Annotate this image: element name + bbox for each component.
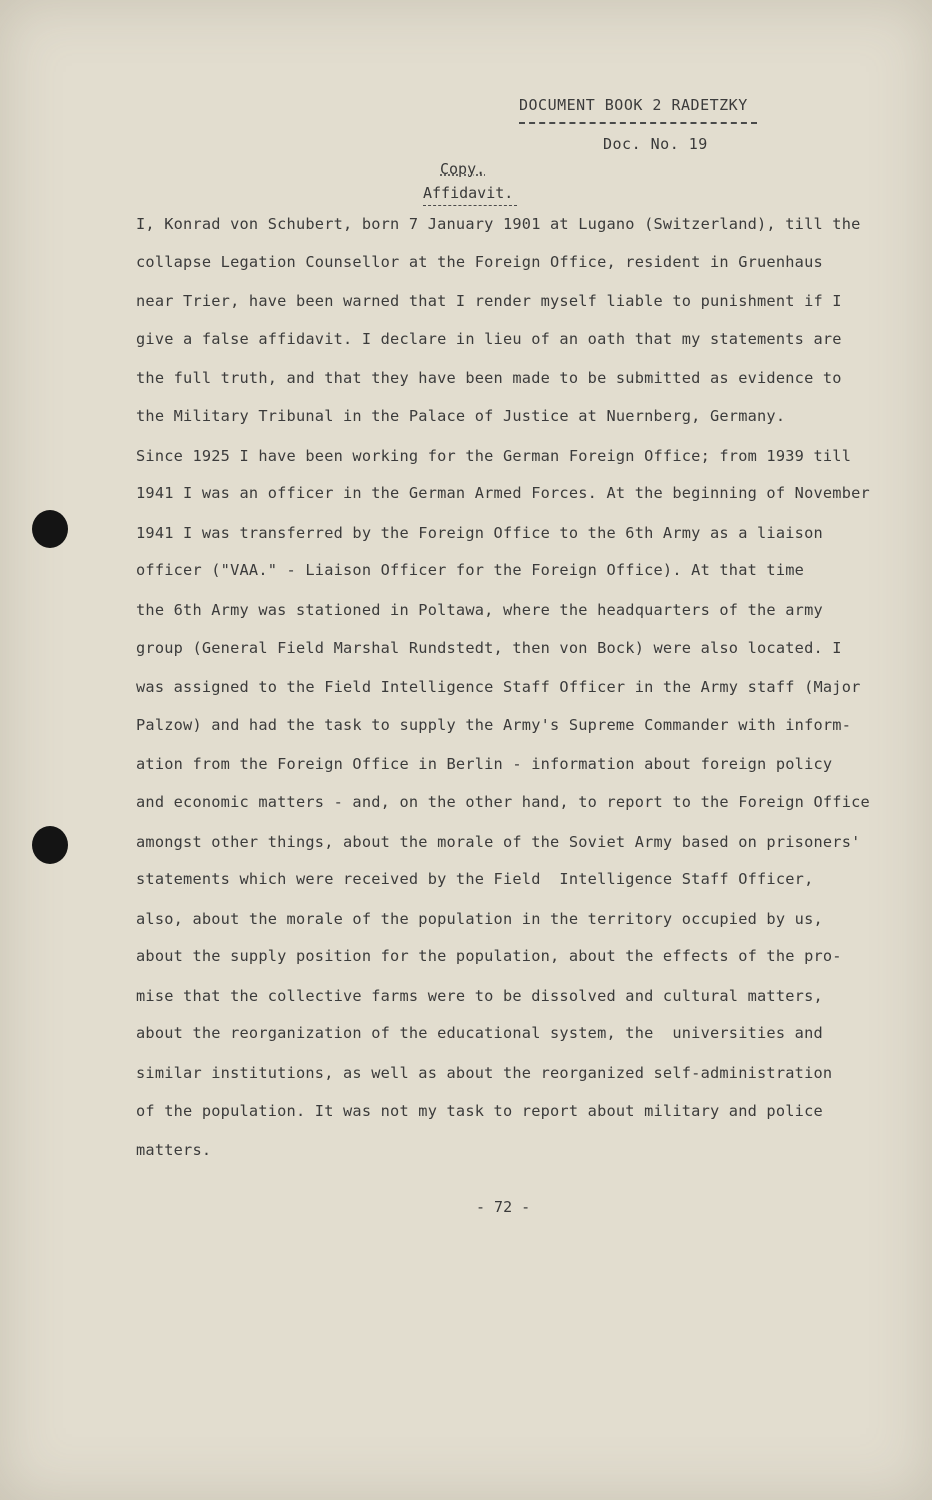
text-line: similar institutions, as well as about the reorganized self-administration xyxy=(136,1064,833,1083)
document-book-title: DOCUMENT BOOK 2 RADETZKY xyxy=(519,96,748,114)
text-line: ation from the Foreign Office in Berlin - information about foreign policy xyxy=(136,755,833,774)
text-line: statements which were received by the Field Intelligence Staff Officer, xyxy=(136,870,814,889)
affidavit-body xyxy=(136,204,896,1169)
text-line: the full truth, and that they have been made to be submitted as evidence to xyxy=(136,369,842,388)
text-line: Since 1925 I have been working for the German Foreign Office; from 1939 till xyxy=(136,446,852,465)
text-line: amongst other things, about the morale of the Soviet Army based on prisoners' xyxy=(136,832,861,851)
text-line: and economic matters - and, on the other hand, to report to the Foreign Office xyxy=(136,792,870,811)
punch-hole xyxy=(32,826,68,864)
text-line: 1941 I was transferred by the Foreign Office to the 6th Army as a liaison xyxy=(136,523,823,542)
text-line: matters. xyxy=(136,1141,212,1160)
text-line: of the population. It was not my task to report about military and police xyxy=(136,1101,823,1120)
text-line: collapse Legation Counsellor at the Foreign Office, resident in Gruenhaus xyxy=(136,252,823,271)
header-divider xyxy=(519,122,757,124)
text-line: about the supply position for the population, about the effects of the pro- xyxy=(136,947,842,966)
text-line: about the reorganization of the educational system, the universities and xyxy=(136,1024,823,1043)
text-line: Palzow) and had the task to supply the Army's Supreme Commander with inform- xyxy=(136,715,852,734)
text-line: I, Konrad von Schubert, born 7 January 1901 at Lugano (Switzerland), till the xyxy=(136,215,861,233)
text-line: give a false affidavit. I declare in lieu of an oath that my statements are xyxy=(136,329,842,348)
text-line: mise that the collective farms were to be dissolved and cultural matters, xyxy=(136,986,823,1005)
text-line: the 6th Army was stationed in Poltawa, where the headquarters of the army xyxy=(136,600,823,619)
document-number: Doc. No. 19 xyxy=(603,135,708,153)
text-line: was assigned to the Field Intelligence Staff Officer in the Army staff (Major xyxy=(136,678,861,697)
text-line: near Trier, have been warned that I render myself liable to punishment if I xyxy=(136,292,842,311)
page-number: - 72 - xyxy=(476,1198,531,1216)
text-line: also, about the morale of the population in the territory occupied by us, xyxy=(136,909,823,928)
affidavit-heading: Affidavit. xyxy=(423,184,514,202)
text-line: group (General Field Marshal Rundstedt, then von Bock) were also located. I xyxy=(136,638,842,657)
text-line: the Military Tribunal in the Palace of Justice at Nuernberg, Germany. xyxy=(136,406,786,425)
punch-hole xyxy=(32,510,68,548)
copy-label: Copy. xyxy=(440,160,486,178)
text-line: officer ("VAA." - Liaison Officer for the Foreign Office). At that time xyxy=(136,561,805,580)
text-line: 1941 I was an officer in the German Armed Forces. At the beginning of November xyxy=(136,484,870,503)
